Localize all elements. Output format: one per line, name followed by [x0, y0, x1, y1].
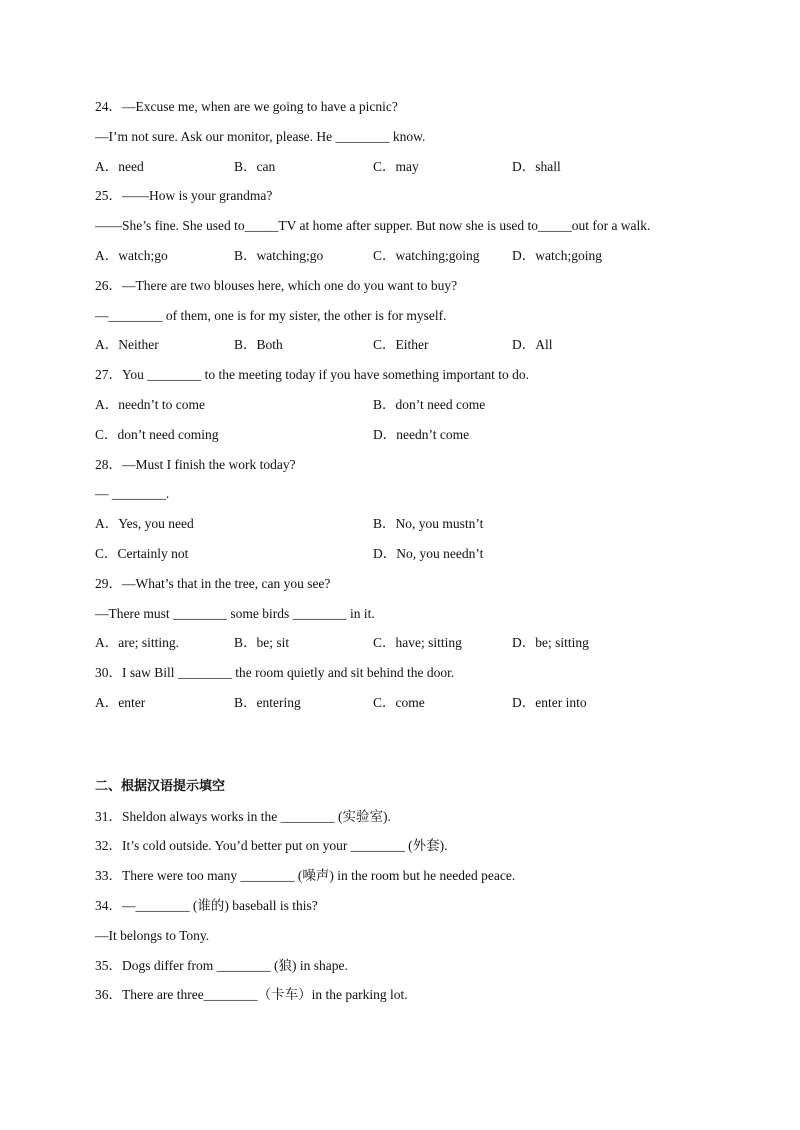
question-response: —I’m not sure. Ask our monitor, please. He ________ know. [95, 128, 426, 144]
worksheet-page [95, 92, 715, 1010]
option-a[interactable]: A．Neither [95, 337, 159, 353]
option-a[interactable]: A．needn’t to come [95, 396, 205, 412]
question-stem: 28．—Must I finish the work today? [95, 456, 296, 472]
option-b[interactable]: B．be; sit [234, 635, 290, 651]
option-c[interactable]: C．Either [373, 337, 429, 353]
option-a[interactable]: A．watch;go [95, 247, 168, 263]
options-row [95, 152, 715, 182]
fill-in-line: 35．Dogs differ from ________ (狼) in shape. [95, 957, 348, 973]
option-a[interactable]: A．need [95, 158, 144, 174]
option-d[interactable]: D．All [512, 337, 553, 353]
option-b[interactable]: B．watching;go [234, 247, 324, 263]
options-row [95, 509, 715, 539]
section-spacer [95, 718, 715, 772]
question-stem: 24．—Excuse me, when are we going to have a picnic? [95, 99, 398, 114]
fill-in-line: —It belongs to Tony. [95, 927, 210, 943]
options-row [95, 330, 715, 360]
options-row [95, 241, 715, 271]
option-d[interactable]: D．enter into [512, 694, 587, 710]
option-c[interactable]: C．don’t need coming [95, 426, 219, 442]
option-b[interactable]: B．Both [234, 337, 283, 353]
option-c[interactable]: C．Certainly not [95, 545, 189, 561]
option-b[interactable]: B．No, you mustn’t [373, 516, 484, 532]
option-d[interactable]: D．be; sitting [512, 635, 589, 651]
question-response: — ________. [95, 486, 170, 502]
options-row [95, 628, 715, 658]
option-c[interactable]: C．have; sitting [373, 635, 462, 651]
question-stem: 30．I saw Bill ________ the room quietly and sit behind the door. [95, 665, 455, 681]
fill-in-line: 34．—________ (谁的) baseball is this? [95, 897, 318, 913]
fill-in-line: 33．There were too many ________ (噪声) in the room but he needed peace. [95, 868, 516, 884]
question-stem: 29．—What’s that in the tree, can you see? [95, 575, 331, 591]
options-row [95, 420, 715, 450]
option-d[interactable]: D．No, you needn’t [373, 545, 484, 561]
question-stem: 25．——How is your grandma? [95, 188, 273, 204]
option-b[interactable]: B．can [234, 158, 276, 174]
option-b[interactable]: B．entering [234, 694, 301, 710]
option-c[interactable]: C．watching;going [373, 247, 480, 263]
fill-in-line: 36．There are three________（卡车）in the parking lot. [95, 987, 408, 1003]
option-a[interactable]: A．are; sitting. [95, 635, 179, 651]
option-d[interactable]: D．watch;going [512, 247, 602, 263]
option-d[interactable]: D．needn’t come [373, 426, 470, 442]
question-stem: 27．You ________ to the meeting today if you have something important to do. [95, 367, 529, 383]
options-row [95, 390, 715, 420]
option-b[interactable]: B．don’t need come [373, 396, 486, 412]
options-row [95, 688, 715, 718]
question-response: ——She’s fine. She used to_____TV at home after supper. But now she is used to_____out for a walk. [95, 218, 651, 234]
question-response: —There must ________ some birds ________ in it. [95, 605, 375, 621]
fill-in-line: 31．Sheldon always works in the ________ (实验室). [95, 808, 391, 824]
options-row [95, 539, 715, 569]
fill-in-line: 32．It’s cold outside. You’d better put on your ________ (外套). [95, 838, 448, 854]
option-c[interactable]: C．may [373, 158, 419, 174]
option-c[interactable]: C．come [373, 694, 425, 710]
question-stem: 26．—There are two blouses here, which one do you want to buy? [95, 277, 458, 293]
option-a[interactable]: A．enter [95, 694, 146, 710]
question-response: —________ of them, one is for my sister, the other is for myself. [95, 307, 447, 323]
section-heading: 二、根据汉语提示填空 [95, 778, 226, 794]
option-a[interactable]: A．Yes, you need [95, 516, 194, 532]
option-d[interactable]: D．shall [512, 158, 561, 174]
